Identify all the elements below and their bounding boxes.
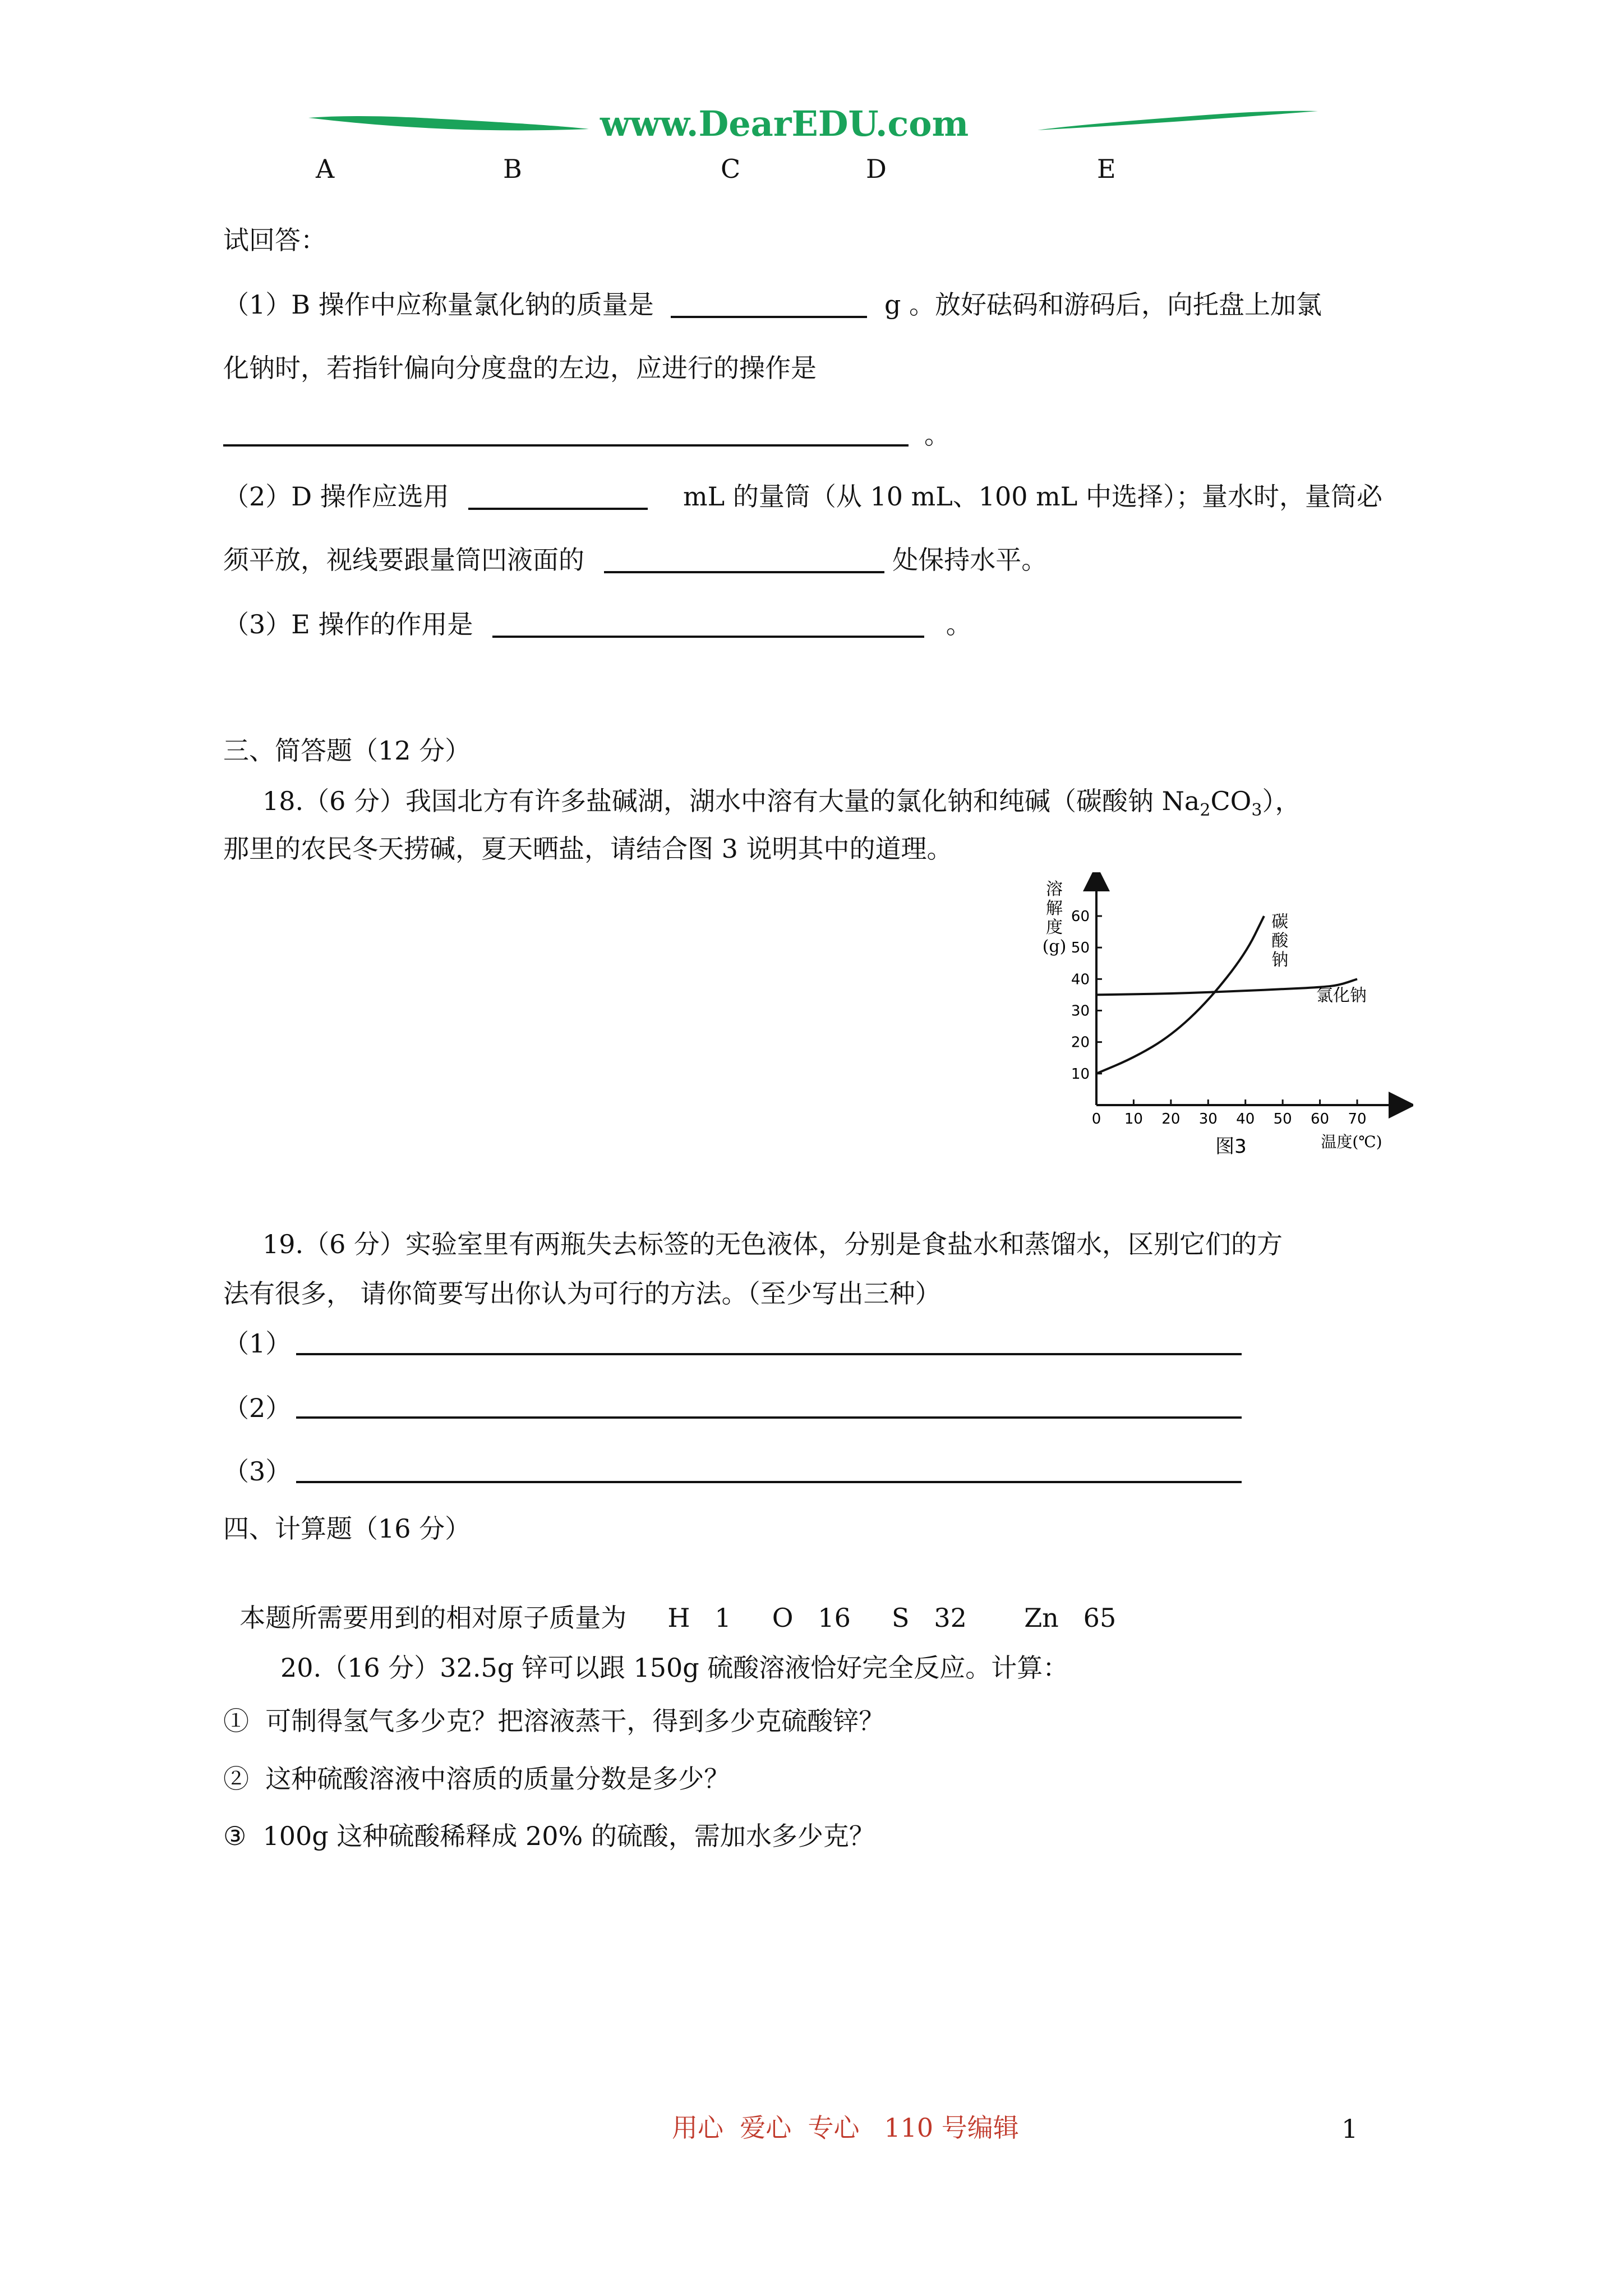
question-20-line-1: 20.（16 分）32.5g 锌可以跟 150g 硫酸溶液恰好完全反应。计算： [280, 1653, 1069, 1683]
question-2-sight-blank[interactable] [604, 549, 884, 573]
x-tick-label: 70 [1348, 1111, 1367, 1128]
question-18-sub-1: 2 [1200, 800, 1211, 820]
question-2-line-1 [223, 481, 1382, 512]
question-2-line-2-prefix: 须平放，视线要跟量筒凹液面的 [223, 545, 584, 575]
x-tick-label: 10 [1124, 1111, 1143, 1128]
question-18-text-b: CO [1210, 786, 1252, 816]
logo-swoosh-left [308, 116, 589, 131]
chart-title: 图3 [1215, 1135, 1247, 1158]
y-axis-label: 溶 [1046, 880, 1063, 899]
sodium-carbonate-label: 酸 [1271, 931, 1289, 951]
y-tick-label: 10 [1071, 1065, 1090, 1083]
answer-prompt: 试回答： [223, 225, 326, 255]
question-1-prefix: （1）B 操作中应称量氯化钠的质量是 [223, 289, 654, 320]
question-18-text-c: ）， [1262, 786, 1301, 816]
y-tick-label: 40 [1071, 971, 1090, 988]
question-19-answer-3-line[interactable] [296, 1481, 1242, 1483]
question-1-unit: g [884, 289, 901, 320]
sodium-chloride-label: 氯化钠 [1316, 986, 1367, 1006]
footer-editor-note: 用心 爱心 专心 110 号编辑 [672, 2113, 1019, 2143]
question-1-suffix: 。放好砝码和游码后，向托盘上加氯 [909, 289, 1322, 320]
question-19-answer-1-label: （1） [223, 1328, 292, 1359]
atomic-masses-values: H 1 O 16 S 32 Zn 65 [667, 1603, 1117, 1633]
question-20-item-3: ③ 100g 这种硫酸稀释成 20% 的硫酸，需加水多少克？ [223, 1821, 875, 1851]
question-18-line-2: 那里的农民冬天捞碱，夏天晒盐，请结合图 3 说明其中的道理。 [223, 834, 953, 864]
question-1-operation-blank[interactable] [223, 444, 909, 447]
question-1-line-2: 化钠时，若指针偏向分度盘的左边，应进行的操作是 [223, 353, 817, 383]
question-18-text-a: 18.（6 分）我国北方有许多盐碱湖，湖水中溶有大量的氯化钠和纯碱（碳酸钠 Na [262, 786, 1200, 816]
question-1-mass-blank[interactable] [671, 293, 867, 318]
question-19-answer-3-label: （3） [223, 1456, 292, 1487]
x-tick-label: 30 [1198, 1111, 1218, 1128]
question-1-end: 。 [924, 420, 950, 450]
x-axis-label: 温度(℃) [1321, 1133, 1382, 1151]
question-19-answer-2-line[interactable] [296, 1416, 1242, 1419]
x-tick-label: 50 [1273, 1111, 1292, 1128]
sodium-carbonate-label: 钠 [1271, 950, 1289, 970]
logo-text: www.DearEDU.com [600, 103, 969, 144]
question-3-blank[interactable] [492, 613, 924, 638]
question-3-suffix: 。 [946, 609, 972, 639]
question-3-prefix: （3）E 操作的作用是 [223, 609, 473, 639]
question-2-volume-blank[interactable] [468, 485, 648, 510]
logo-swoosh-right [1038, 111, 1318, 130]
section-3-title: 三、简答题（12 分） [223, 735, 471, 766]
question-19-answer-1-line[interactable] [296, 1353, 1242, 1355]
solubility-chart [1032, 872, 1413, 1209]
question-1-line-1 [223, 289, 1322, 320]
site-logo [308, 95, 1318, 157]
y-axis-label: (g) [1042, 937, 1067, 956]
y-tick-label: 50 [1071, 940, 1090, 957]
figure-label-a: A [316, 154, 335, 184]
x-tick-label: 20 [1161, 1111, 1181, 1128]
question-2-line-2-suffix: 处保持水平。 [892, 545, 1048, 575]
x-tick-label: 0 [1091, 1111, 1101, 1128]
question-20-item-2: ② 这种硫酸溶液中溶质的质量分数是多少？ [223, 1764, 730, 1794]
figure-label-c: C [721, 154, 741, 184]
question-19-line-2: 法有很多， 请你简要写出你认为可行的方法。（至少写出三种） [223, 1278, 941, 1309]
question-2-prefix: （2）D 操作应选用 [223, 481, 449, 512]
question-18-sub-2: 3 [1251, 800, 1262, 820]
page-number: 1 [1341, 2114, 1358, 2144]
atomic-masses-label: 本题所需要用到的相对原子质量为 [239, 1603, 627, 1633]
y-axis-label: 解 [1046, 899, 1063, 918]
y-tick-label: 20 [1071, 1034, 1090, 1051]
question-19-answer-2-label: （2） [223, 1393, 292, 1423]
question-20-item-1: ① 可制得氢气多少克？把溶液蒸干，得到多少克硫酸锌？ [223, 1706, 885, 1736]
question-19-line-1: 19.（6 分）实验室里有两瓶失去标签的无色液体，分别是食盐水和蒸馏水，区别它们的方 [262, 1229, 1283, 1259]
question-18-line-1 [262, 788, 1301, 819]
question-2-middle: mL 的量筒（从 10 mL、100 mL 中选择）；量水时，量筒必 [683, 481, 1382, 512]
section-4-title: 四、计算题（16 分） [223, 1513, 471, 1544]
y-tick-label: 30 [1071, 1002, 1090, 1020]
figure-label-d: D [866, 154, 887, 184]
y-axis-label: 度 [1046, 918, 1063, 937]
y-tick-label: 60 [1071, 908, 1090, 925]
question-2-line-2 [223, 547, 1047, 573]
x-tick-label: 60 [1311, 1111, 1330, 1128]
question-3-line [223, 611, 972, 638]
sodium-carbonate-label: 碳 [1271, 912, 1289, 932]
atomic-masses [223, 1579, 1116, 1631]
x-tick-label: 40 [1236, 1111, 1255, 1128]
figure-label-b: B [503, 154, 522, 184]
figure-label-e: E [1097, 154, 1116, 184]
